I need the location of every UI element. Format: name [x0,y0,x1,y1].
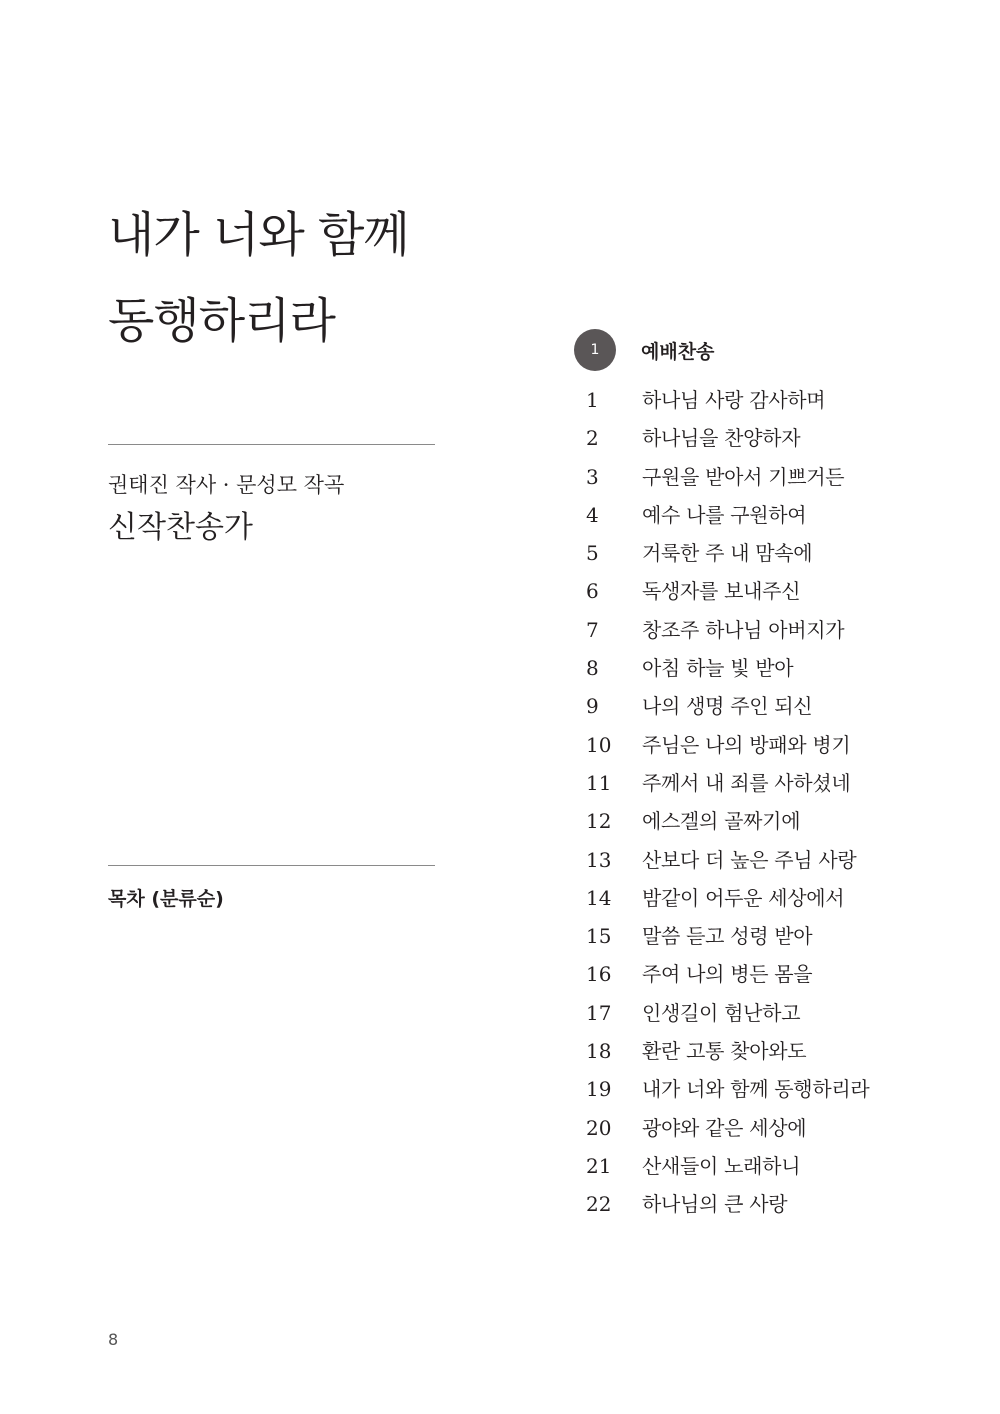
song-title: 에스겔의 골짜기에 [642,809,801,834]
song-title: 주께서 내 죄를 사하셨네 [642,770,851,795]
song-title: 주여 나의 병든 몸을 [642,962,813,987]
song-number: 8 [586,656,599,681]
list-item [586,1147,869,1185]
toc-heading: 목차 (분류순) [108,888,224,910]
list-item [586,764,869,802]
song-number: 19 [586,1077,612,1102]
section-title: 예배찬송 [641,340,715,363]
song-number: 12 [586,809,612,834]
song-number: 13 [586,847,612,872]
section-number-badge: 1 [574,329,616,371]
song-title: 하나님의 큰 사랑 [642,1192,788,1217]
song-number: 9 [586,694,599,719]
song-title: 거룩한 주 내 맘속에 [642,541,813,566]
list-item [586,917,869,955]
book-title-line-1: 내가 너와 함께 [108,207,409,263]
song-title: 말씀 듣고 성령 받아 [642,924,813,949]
list-item [586,496,869,534]
list-item [586,1109,869,1147]
song-number: 3 [586,464,599,489]
song-title: 주님은 나의 방패와 병기 [642,732,851,757]
divider-top [108,444,435,445]
list-item [586,572,869,610]
song-title: 인생길이 험난하고 [642,1000,801,1025]
section-header [574,329,714,371]
song-number: 17 [586,1000,612,1025]
list-item [586,649,869,687]
list-item [586,802,869,840]
song-title: 산보다 더 높은 주님 사랑 [642,847,857,872]
song-title: 나의 생명 주인 되신 [642,694,813,719]
song-number: 10 [586,732,612,757]
list-item [586,534,869,572]
song-number: 22 [586,1192,612,1217]
song-list [586,381,869,1224]
song-title: 광야와 같은 세상에 [642,1115,807,1140]
song-number: 2 [586,426,599,451]
list-item [586,879,869,917]
book-title [108,192,528,364]
song-number: 1 [586,388,599,412]
song-title: 환란 고통 찾아와도 [642,1039,807,1064]
song-title: 하나님을 찬양하자 [642,426,801,451]
song-number: 14 [586,885,612,910]
song-number: 11 [586,770,612,795]
song-number: 7 [586,617,599,642]
song-title: 밤같이 어두운 세상에서 [642,885,845,910]
list-item [586,955,869,993]
song-number: 18 [586,1039,612,1064]
list-item [586,381,869,419]
song-number: 15 [586,924,612,949]
list-item [586,841,869,879]
song-title: 하나님 사랑 감사하며 [642,388,826,412]
song-number: 16 [586,962,612,987]
list-item [586,1032,869,1070]
list-item [586,726,869,764]
list-item [586,611,869,649]
song-number: 21 [586,1153,612,1178]
song-title: 독생자를 보내주신 [642,579,801,604]
list-item [586,419,869,457]
song-number: 4 [586,502,599,527]
list-item [586,1070,869,1108]
book-title-line-2: 동행하리라 [108,293,335,349]
song-title: 산새들이 노래하니 [642,1153,801,1178]
song-number: 5 [586,541,599,566]
song-number: 20 [586,1115,612,1140]
list-item [586,687,869,725]
song-title: 예수 나를 구원하여 [642,502,807,527]
list-item [586,458,869,496]
song-number: 6 [586,579,599,604]
song-title: 아침 하늘 빛 받아 [642,656,794,681]
collection-title: 신작찬송가 [108,510,253,545]
page-number: 8 [108,1330,119,1349]
divider-bottom [108,865,435,866]
song-title: 내가 너와 함께 동행하리라 [642,1077,870,1102]
list-item [586,994,869,1032]
song-title: 구원을 받아서 기쁘거든 [642,464,845,489]
song-title: 창조주 하나님 아버지가 [642,617,845,642]
list-item [586,1185,869,1223]
credits: 권태진 작사 · 문성모 작곡 [108,473,345,497]
